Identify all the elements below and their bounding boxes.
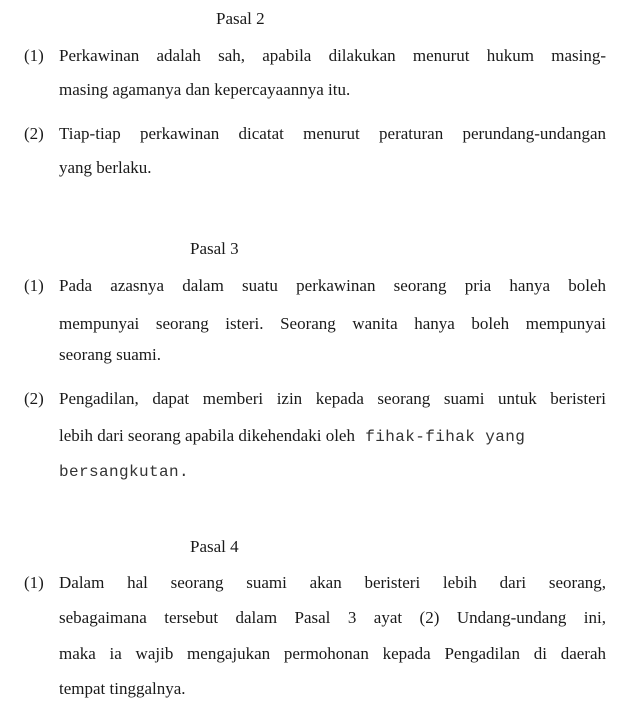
ayat-number: (1) — [24, 46, 44, 65]
ayat-number: (1) — [24, 573, 44, 592]
text-line: Perkawinan adalah sah, apabila dilakukan menurut hukum masing- — [59, 46, 606, 65]
text-line: seorang suami. — [59, 345, 161, 364]
text-line: Pengadilan, dapat memberi izin kepada seorang suami untuk beristeri — [59, 389, 606, 408]
ayat-number: (1) — [24, 276, 44, 295]
text-line: Tiap-tiap perkawinan dicatat menurut peraturan perundang-undangan — [59, 124, 606, 143]
text-line: sebagaimana tersebut dalam Pasal 3 ayat (2) Undang-undang ini, — [59, 608, 606, 627]
pasal-3-title: Pasal 3 — [190, 239, 239, 258]
pasal-4-title: Pasal 4 — [190, 537, 239, 556]
text-line: yang berlaku. — [59, 158, 152, 177]
text-segment: lebih dari seorang apabila dikehendaki oleh — [59, 426, 355, 445]
monospace-text-segment: fihak-fihak yang — [365, 428, 526, 446]
ayat-number: (2) — [24, 124, 44, 143]
text-line: Dalam hal seorang suami akan beristeri lebih dari seorang, — [59, 573, 606, 592]
pasal-2-title: Pasal 2 — [216, 9, 265, 28]
text-line — [59, 426, 525, 447]
text-line: mempunyai seorang isteri. Seorang wanita hanya boleh mempunyai — [59, 314, 606, 333]
ayat-number: (2) — [24, 389, 44, 408]
text-line: maka ia wajib mengajukan permohonan kepada Pengadilan di daerah — [59, 644, 606, 663]
text-line: tempat tinggalnya. — [59, 679, 186, 698]
monospace-text-line: bersangkutan. — [59, 463, 190, 481]
text-line: masing agamanya dan kepercayaannya itu. — [59, 80, 351, 99]
text-line: Pada azasnya dalam suatu perkawinan seorang pria hanya boleh — [59, 276, 606, 295]
